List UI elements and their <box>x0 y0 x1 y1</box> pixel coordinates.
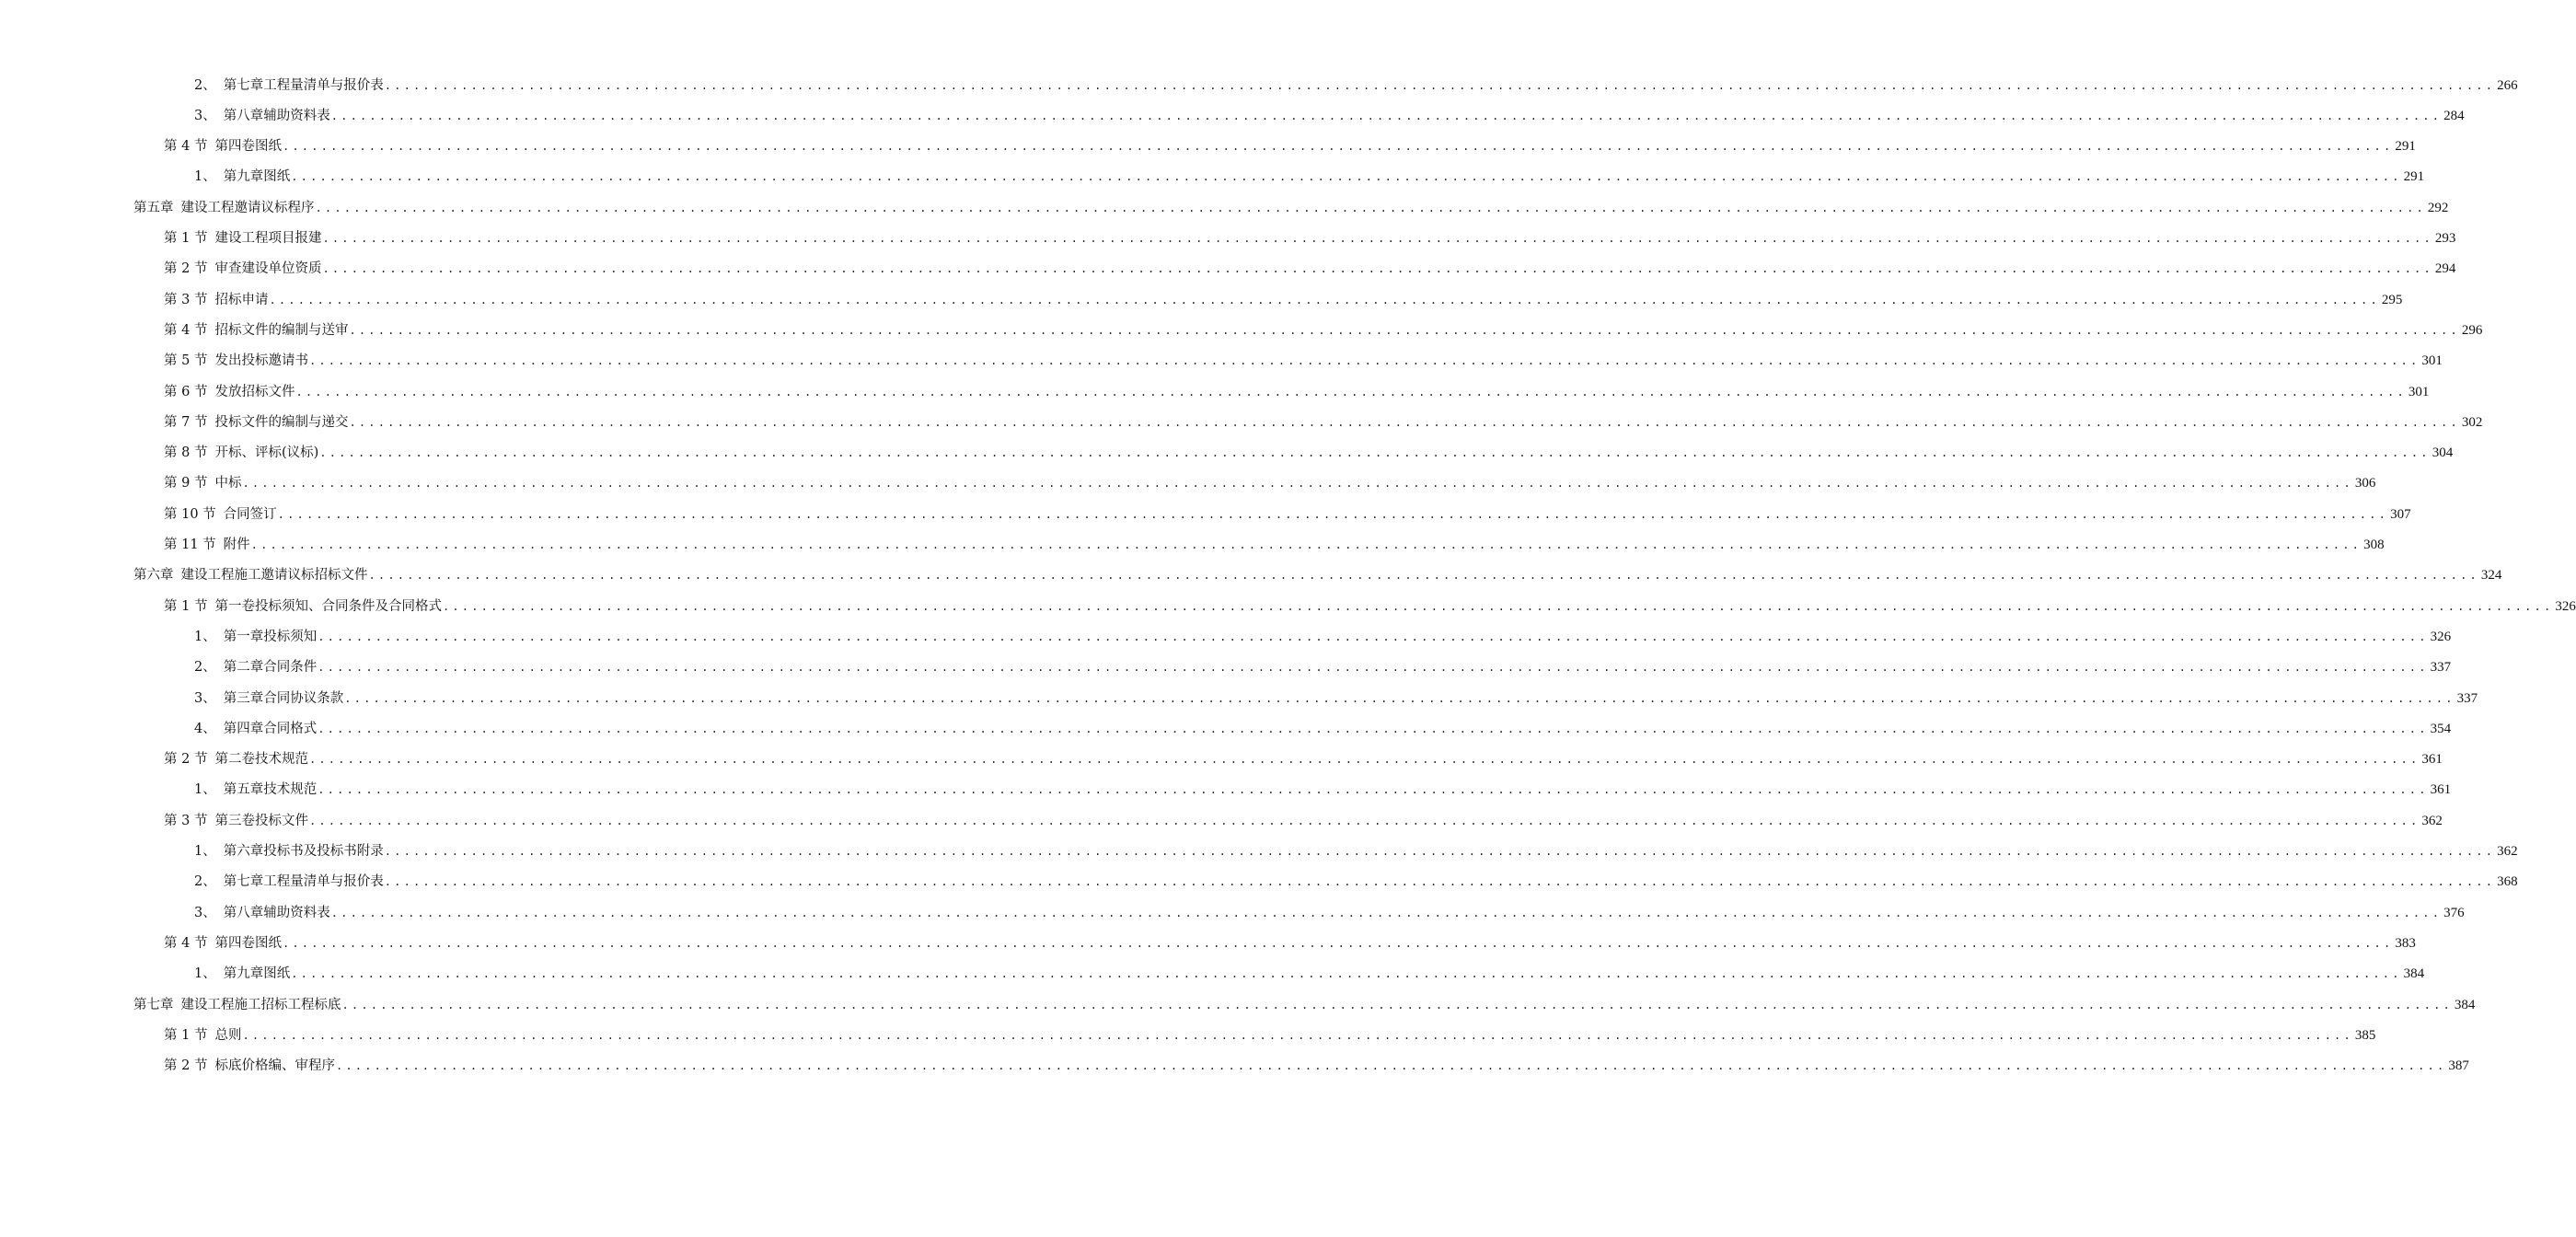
toc-entry-number: 第五章 <box>133 200 174 215</box>
dot-leader: ............................................................................................................................................................................................................................ <box>384 875 2496 889</box>
dot-leader: ............................................................................................................................................................................................................................ <box>442 599 2554 613</box>
toc-entry-page-number: 301 <box>2408 384 2430 399</box>
toc-entry-number: 第 2 节 <box>164 261 208 277</box>
toc-entry-title: 第五章技术规范 <box>223 782 318 798</box>
toc-entry-number: 第 1 节 <box>164 598 208 614</box>
toc-entry-number: 第 7 节 <box>164 414 208 430</box>
toc-entry-page-number: 337 <box>2430 660 2452 676</box>
toc-entry-number: 4、 <box>194 721 216 736</box>
toc-entry[interactable] <box>164 928 2416 958</box>
toc-entry-page-number: 306 <box>2354 476 2376 491</box>
dot-leader: ............................................................................................................................................................................................................................ <box>242 477 2353 491</box>
toc-entry-number: 第七章 <box>133 997 174 1012</box>
toc-entry-number: 第 8 节 <box>164 445 208 461</box>
dot-leader: ............................................................................................................................................................................................................................ <box>250 538 2362 551</box>
toc-entry-title: 第四卷图纸 <box>214 935 282 951</box>
toc-entry[interactable] <box>194 100 2465 131</box>
toc-entry[interactable] <box>133 192 2449 223</box>
dot-leader: ............................................................................................................................................................................................................................ <box>291 967 2402 981</box>
toc-entry[interactable] <box>164 376 2430 407</box>
toc-entry-page-number: 284 <box>2443 108 2465 123</box>
toc-entry-title: 第九章图纸 <box>223 966 291 982</box>
toc-entry[interactable] <box>164 132 2416 162</box>
toc-entry-page-number: 291 <box>2403 169 2425 185</box>
toc-entry-number: 第 1 节 <box>164 231 208 246</box>
toc-entry[interactable] <box>194 775 2452 805</box>
toc-entry-title: 招标文件的编制与送审 <box>214 322 349 338</box>
toc-entry-number: 2、 <box>194 77 216 93</box>
toc-entry-number: 2、 <box>194 660 216 676</box>
toc-entry[interactable] <box>164 530 2385 561</box>
toc-entry-title: 发出投标邀请书 <box>214 353 308 369</box>
toc-entry[interactable] <box>164 438 2454 468</box>
toc-entry-title: 审查建设单位资质 <box>214 261 322 277</box>
toc-entry-page-number: 296 <box>2461 322 2483 338</box>
toc-entry-number: 1、 <box>194 629 216 644</box>
dot-leader: ............................................................................................................................................................................................................................ <box>318 630 2429 643</box>
toc-entry-title: 第二章合同条件 <box>223 660 318 676</box>
dot-leader: ............................................................................................................................................................................................................................ <box>308 753 2420 767</box>
toc-entry-number: 1、 <box>194 844 216 859</box>
toc-entry-number: 第 1 节 <box>164 1027 208 1043</box>
toc-entry-page-number: 291 <box>2395 139 2416 155</box>
toc-entry-page-number: 266 <box>2497 77 2518 93</box>
toc-entry-page-number: 383 <box>2395 935 2416 951</box>
dot-leader: ............................................................................................................................................................................................................................ <box>282 936 2394 950</box>
toc-entry-number: 第 5 节 <box>164 353 208 369</box>
toc-entry-title: 建设工程施工招标工程标底 <box>180 997 341 1012</box>
dot-leader: ............................................................................................................................................................................................................................ <box>319 446 2431 460</box>
toc-entry-page-number: 376 <box>2443 905 2465 920</box>
toc-entry-title: 标底价格编、审程序 <box>214 1058 335 1074</box>
dot-leader: ............................................................................................................................................................................................................................ <box>318 783 2429 797</box>
toc-entry-page-number: 384 <box>2454 997 2476 1012</box>
toc-entry-number: 1、 <box>194 169 216 185</box>
toc-entry-page-number: 385 <box>2354 1027 2376 1043</box>
toc-entry-number: 1、 <box>194 782 216 798</box>
toc-entry[interactable] <box>164 745 2443 775</box>
toc-entry-number: 第 10 节 <box>164 506 216 522</box>
dot-leader: ............................................................................................................................................................................................................................ <box>330 109 2443 122</box>
toc-entry[interactable] <box>164 468 2376 499</box>
dot-leader: ............................................................................................................................................................................................................................ <box>308 814 2420 827</box>
toc-entry-number: 3、 <box>194 905 216 920</box>
toc-entry[interactable] <box>164 805 2443 836</box>
toc-entry-title: 建设工程项目报建 <box>214 231 322 246</box>
toc-entry-title: 第四章合同格式 <box>223 721 318 736</box>
toc-entry[interactable] <box>164 224 2456 254</box>
toc-entry[interactable] <box>194 897 2465 928</box>
dot-leader: ............................................................................................................................................................................................................................ <box>291 170 2402 184</box>
toc-entry-page-number: 368 <box>2497 874 2518 890</box>
toc-entry[interactable] <box>164 1051 2469 1081</box>
toc-entry[interactable] <box>194 837 2518 867</box>
toc-entry[interactable] <box>164 284 2403 315</box>
toc-entry-page-number: 361 <box>2430 782 2452 798</box>
dot-leader: ............................................................................................................................................................................................................................ <box>315 201 2426 214</box>
dot-leader: ............................................................................................................................................................................................................................ <box>344 691 2455 705</box>
toc-entry-title: 招标申请 <box>214 292 269 307</box>
dot-leader: ............................................................................................................................................................................................................................ <box>282 140 2394 154</box>
toc-entry-page-number: 304 <box>2432 445 2454 461</box>
toc-entry[interactable] <box>194 959 2425 989</box>
toc-entry-page-number: 326 <box>2555 598 2576 614</box>
toc-entry-page-number: 292 <box>2427 200 2449 215</box>
toc-entry-number: 第 4 节 <box>164 139 208 155</box>
toc-entry-page-number: 302 <box>2461 414 2483 430</box>
toc-entry[interactable] <box>194 653 2452 683</box>
dot-leader: ............................................................................................................................................................................................................................ <box>368 569 2479 583</box>
toc-entry-number: 3、 <box>194 690 216 706</box>
toc-entry-title: 第二卷技术规范 <box>214 752 308 768</box>
toc-entry-number: 第 2 节 <box>164 1058 208 1074</box>
toc-entry-title: 第七章工程量清单与报价表 <box>223 77 384 93</box>
toc-entry-page-number: 324 <box>2480 568 2502 584</box>
toc-entry-number: 第 4 节 <box>164 322 208 338</box>
toc-entry-page-number: 361 <box>2421 752 2443 768</box>
toc-entry-title: 开标、评标(议标) <box>214 445 319 461</box>
toc-entry[interactable] <box>164 346 2443 376</box>
toc-entry-page-number: 301 <box>2421 353 2443 369</box>
toc-entry-title: 第三章合同协议条款 <box>223 690 344 706</box>
toc-entry-page-number: 387 <box>2448 1058 2469 1074</box>
toc-entry[interactable] <box>133 989 2476 1020</box>
toc-entry[interactable] <box>194 621 2452 652</box>
toc-entry[interactable] <box>164 315 2483 345</box>
toc-entry-page-number: 308 <box>2363 538 2385 552</box>
toc-entry[interactable] <box>164 1020 2376 1050</box>
dot-leader: ............................................................................................................................................................................................................................ <box>322 262 2433 276</box>
toc-entry-page-number: 384 <box>2403 966 2425 982</box>
toc-entry-title: 建设工程邀请议标程序 <box>180 200 315 215</box>
toc-entry-page-number: 295 <box>2381 292 2403 307</box>
dot-leader: ............................................................................................................................................................................................................................ <box>384 78 2496 92</box>
toc-entry-title: 第七章工程量清单与报价表 <box>223 874 384 890</box>
dot-leader: ............................................................................................................................................................................................................................ <box>295 385 2407 399</box>
toc-entry[interactable] <box>194 713 2452 744</box>
dot-leader: ............................................................................................................................................................................................................................ <box>242 1028 2353 1042</box>
dot-leader: ............................................................................................................................................................................................................................ <box>318 661 2429 675</box>
toc-entry[interactable] <box>164 499 2411 529</box>
toc-entry-title: 第一章投标须知 <box>223 629 318 644</box>
toc-entry-title: 附件 <box>223 538 250 552</box>
toc-entry-number: 第 3 节 <box>164 292 208 307</box>
toc-entry[interactable] <box>164 591 2576 621</box>
toc-entry-title: 第三卷投标文件 <box>214 813 308 828</box>
toc-entry-title: 第六章投标书及投标书附录 <box>223 844 384 859</box>
toc-entry-number: 第六章 <box>133 568 174 584</box>
toc-entry-title: 第九章图纸 <box>223 169 291 185</box>
toc-entry-page-number: 337 <box>2456 690 2478 706</box>
toc-entry-title: 第八章辅助资料表 <box>223 108 330 123</box>
toc-entry-number: 第 2 节 <box>164 752 208 768</box>
toc-entry-number: 第 3 节 <box>164 813 208 828</box>
toc-entry[interactable] <box>194 683 2478 713</box>
toc-entry-page-number: 293 <box>2434 231 2456 246</box>
toc-entry-title: 第八章辅助资料表 <box>223 905 330 920</box>
toc-entry-title: 建设工程施工邀请议标招标文件 <box>180 568 368 584</box>
toc-entry-page-number: 362 <box>2421 813 2443 828</box>
dot-leader: ............................................................................................................................................................................................................................ <box>322 232 2433 245</box>
toc-entry[interactable] <box>164 407 2483 437</box>
toc-entry-title: 第一卷投标须知、合同条件及合同格式 <box>214 598 442 614</box>
dot-leader: ............................................................................................................................................................................................................................ <box>318 722 2429 735</box>
dot-leader: ............................................................................................................................................................................................................................ <box>277 507 2389 521</box>
toc-entry-page-number: 307 <box>2390 506 2411 522</box>
dot-leader: ............................................................................................................................................................................................................................ <box>384 845 2496 858</box>
toc-entry-title: 第四卷图纸 <box>214 139 282 155</box>
toc-entry-page-number: 326 <box>2430 629 2452 644</box>
dot-leader: ............................................................................................................................................................................................................................ <box>349 415 2460 429</box>
toc-entry-title: 中标 <box>214 476 242 491</box>
toc-entry-number: 1、 <box>194 966 216 982</box>
toc-entry-page-number: 354 <box>2430 721 2452 736</box>
toc-entry[interactable] <box>194 162 2425 192</box>
toc-entry[interactable] <box>194 70 2518 100</box>
toc-entry[interactable] <box>194 867 2518 897</box>
dot-leader: ............................................................................................................................................................................................................................ <box>330 906 2443 919</box>
dot-leader: ............................................................................................................................................................................................................................ <box>335 1059 2447 1073</box>
dot-leader: ............................................................................................................................................................................................................................ <box>308 354 2420 368</box>
toc-entry-number: 第 4 节 <box>164 935 208 951</box>
dot-leader: ............................................................................................................................................................................................................................ <box>269 293 2380 306</box>
toc-entry-page-number: 294 <box>2434 261 2456 277</box>
toc-entry-number: 2、 <box>194 874 216 890</box>
toc-entry-number: 第 11 节 <box>164 538 216 552</box>
dot-leader: ............................................................................................................................................................................................................................ <box>349 323 2460 337</box>
toc-entry-title: 合同签订 <box>223 506 277 522</box>
toc-entry[interactable] <box>133 561 2502 591</box>
toc-entry-title: 投标文件的编制与递交 <box>214 414 349 430</box>
toc-entry-number: 第 9 节 <box>164 476 208 491</box>
toc-entry[interactable] <box>164 254 2456 284</box>
toc-entry-title: 总则 <box>214 1027 242 1043</box>
toc-entry-number: 3、 <box>194 108 216 123</box>
toc-entry-number: 第 6 节 <box>164 384 208 399</box>
dot-leader: ............................................................................................................................................................................................................................ <box>341 998 2453 1012</box>
toc-entry-title: 发放招标文件 <box>214 384 295 399</box>
toc-entry-page-number: 362 <box>2497 844 2518 859</box>
